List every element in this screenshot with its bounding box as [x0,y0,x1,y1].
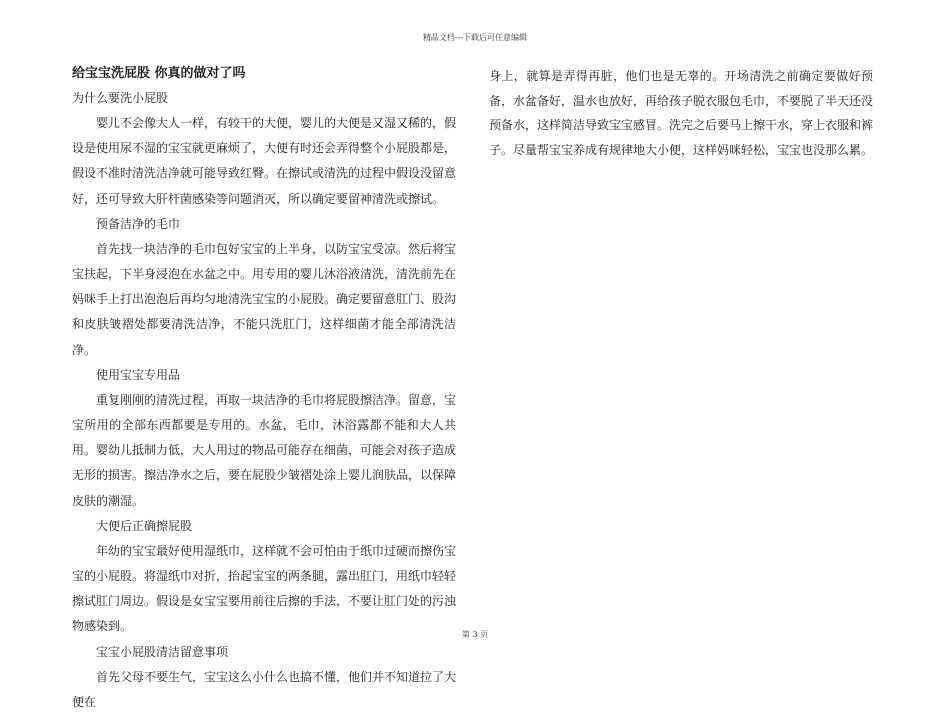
page-header: 精品文档---下载后可任意编辑 [422,33,528,42]
article-title: 给宝宝洗屁股 你真的做对了吗 [72,66,246,81]
right-column [489,64,873,162]
section-body: 重复刚刚的清洗过程，再取一块洁净的毛巾将屁股擦洁净。留意，宝宝所用的全部东西都要是专用的。水盆，毛巾，沐浴露都不能和大人共用。婴幼儿抵制力低，大人用过的物品可能存在细菌，可能会对孩子造成无形的损害。擦洁净水之后，要在屁股少皱褶处涂上婴儿润肤品，以保障皮肤的潮湿。 [72,392,457,508]
section-heading: 大便后正确擦屁股 [96,518,193,533]
section-body: 婴儿不会像大人一样，有较干的大便，婴儿的大便是又湿又稀的，假设是使用尿不湿的宝宝就更麻烦了，大便有时还会弄得整个小屁股都是，假设不准时清洗洁净就可能导致红臀。在擦试或清洗的过程中假设没留意好，还可导致大肝杆菌感染等问题消灭，所以确定要留神清洗或擦试。 [72,116,457,206]
section-heading: 宝宝小屁股清洁留意事项 [96,644,229,659]
section-body: 首先找一块洁净的毛巾包好宝宝的上半身，以防宝宝受凉。然后将宝宝扶起，下半身浸泡在水盆之中。用专用的婴儿沐浴液清洗，清洗前先在妈咪手上打出泡泡后再均匀地清洗宝宝的小屁股。确定要留意肛门、股沟和皮肤皱褶处都要清洗洁净，不能只洗肛门，这样细菌才能全部清洗洁净。 [72,241,457,357]
section-body: 年幼的宝宝最好使用湿纸巾，这样就不会可怕由于纸巾过硬而擦伤宝宝的小屁股。将湿纸巾对折，抬起宝宝的两条腿，露出肛门，用纸巾轻轻擦试肛门周边。假设是女宝宝要用前往后擦的手法，不要让肛门处的污浊物感染到。 [72,543,457,634]
page-number: 第 3 页 [461,630,489,639]
section-body: 首先父母不要生气，宝宝这么小什么也搞不懂，他们并不知道拉了大便在 [72,669,457,709]
section-heading: 为什么要洗小屁股 [72,91,169,105]
section-heading: 使用宝宝专用品 [96,367,181,382]
section-heading: 预备洁净的毛巾 [96,216,181,231]
left-column [72,64,456,715]
continuation-body: 身上，就算是弄得再脏，他们也是无辜的。开场清洗之前确定要做好预备，水盆备好，温水也放好，再给孩子脱衣服包毛巾，不要脱了半天还没预备水，这样简洁导致宝宝感冒。洗完之后要马上擦干水，穿上衣服和裤子。尽量帮宝宝养成有规律地大小便，这样妈咪轻松，宝宝也没那么累。 [489,69,874,157]
